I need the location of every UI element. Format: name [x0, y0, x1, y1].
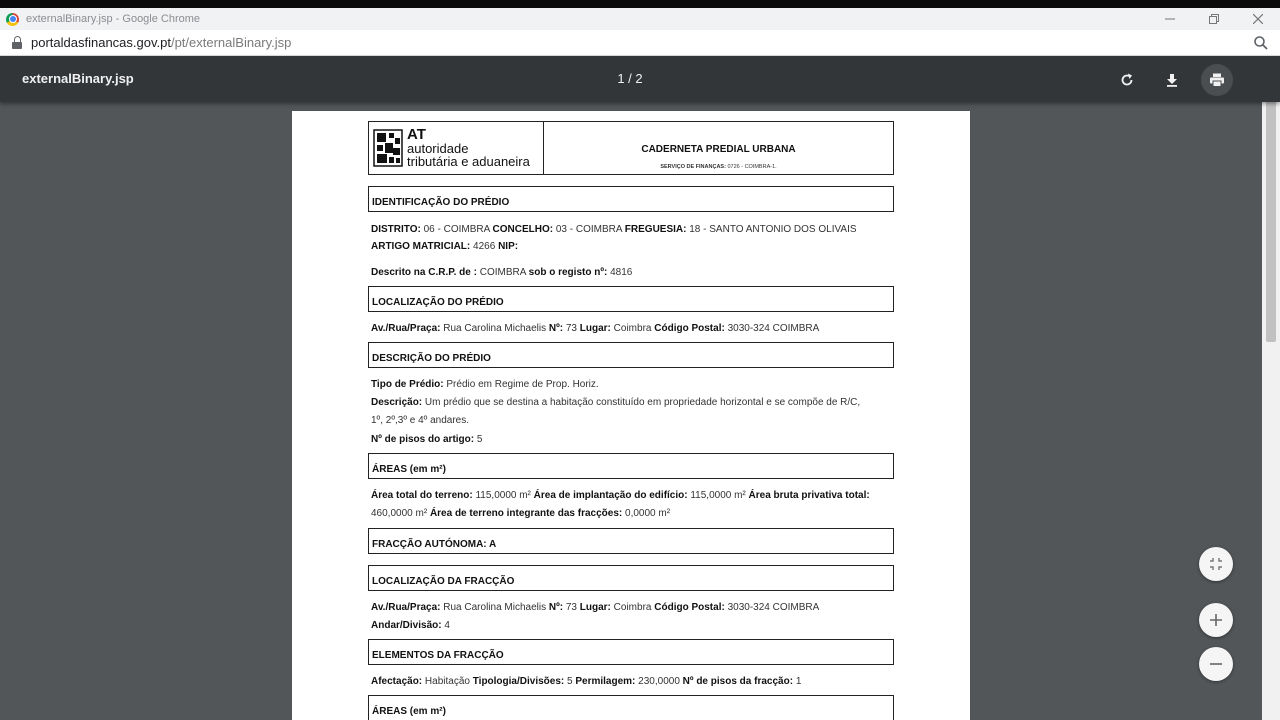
download-icon	[1164, 72, 1180, 88]
tipo-line: Tipo de Prédio: Prédio em Regime de Prop. Horiz.	[371, 379, 599, 390]
artigo-line: ARTIGO MATRICIAL: 4266 NIP:	[371, 241, 519, 252]
section-localizacao-fraccao: LOCALIZAÇÃO DA FRACÇÃO	[368, 565, 894, 591]
section-descricao: DESCRIÇÃO DO PRÉDIO	[368, 342, 894, 368]
section-localizacao: LOCALIZAÇÃO DO PRÉDIO	[368, 286, 894, 312]
window-titlebar	[0, 8, 1280, 30]
service-value: 0726 - COIMBRA-1.	[727, 164, 777, 170]
section-elementos: ELEMENTOS DA FRACÇÃO	[368, 639, 894, 665]
address-bar[interactable]	[0, 30, 1280, 56]
minimize-button[interactable]	[1148, 8, 1192, 30]
descricao-line: Descrição: Um prédio que se destina a habitação constituído em propriedade horizontal e se compõe de R/C,	[371, 397, 861, 408]
pdf-filename: externalBinary.jsp	[22, 71, 134, 86]
pdf-page	[292, 111, 970, 720]
window-title: externalBinary.jsp - Google Chrome	[26, 13, 201, 25]
rotate-button[interactable]	[1111, 64, 1143, 96]
areas-line-2: 460,0000 m² Área de terreno integrante das fracções: 0,0000 m²	[371, 508, 671, 519]
fit-page-icon	[1209, 557, 1223, 571]
close-icon	[1253, 14, 1263, 24]
document-content	[368, 121, 894, 717]
zoom-in-icon	[1209, 613, 1223, 627]
document-title: CADERNETA PREDIAL URBANA	[641, 144, 796, 155]
print-icon	[1209, 72, 1225, 88]
section-areas: ÁREAS (em m²)	[368, 453, 894, 479]
crp-line: Descrito na C.R.P. de : COIMBRA sob o registo nº: 4816	[371, 267, 633, 278]
zoom-icon[interactable]	[1254, 36, 1268, 50]
service-label: SERVIÇO DE FINANÇAS:	[660, 164, 726, 170]
document-header	[368, 121, 894, 175]
url-path: /pt/externalBinary.jsp	[170, 35, 292, 50]
rotate-icon	[1119, 72, 1135, 88]
restore-icon	[1209, 14, 1219, 24]
fit-page-button[interactable]	[1199, 547, 1233, 581]
chrome-logo-icon	[6, 13, 19, 26]
logo-line3: tributária e aduaneira	[407, 154, 530, 169]
scrollbar[interactable]	[1262, 56, 1280, 720]
section-areas-fraccao: ÁREAS (em m²)	[368, 695, 894, 720]
url-host: portaldasfinancas.gov.pt	[31, 35, 171, 50]
download-button[interactable]	[1156, 64, 1188, 96]
window-controls	[1148, 8, 1280, 30]
lock-icon[interactable]	[11, 36, 23, 50]
title-cell	[544, 122, 893, 174]
page-indicator: 1 / 2	[617, 71, 643, 86]
logo-line2: autoridade	[407, 141, 469, 156]
zoom-out-icon	[1209, 657, 1223, 671]
zoom-in-button[interactable]	[1199, 603, 1233, 637]
pdf-viewer[interactable]	[0, 102, 1262, 720]
at-emblem-icon	[373, 128, 403, 168]
pdf-toolbar	[0, 56, 1280, 102]
at-logo	[369, 122, 544, 174]
descricao-line-2: 1º, 2º,3º e 4º andares.	[371, 415, 470, 426]
andar-line: Andar/Divisão: 4	[371, 620, 450, 631]
close-button[interactable]	[1236, 8, 1280, 30]
service-line	[544, 164, 893, 170]
section-fraccao: FRACÇÃO AUTÓNOMA: A	[368, 528, 894, 554]
screen-top-edge	[0, 0, 1280, 8]
pisos-line: Nº de pisos do artigo: 5	[371, 434, 483, 445]
zoom-out-button[interactable]	[1199, 647, 1233, 681]
url-text[interactable]	[31, 35, 291, 50]
scrollbar-thumb[interactable]	[1266, 70, 1276, 342]
restore-button[interactable]	[1192, 8, 1236, 30]
distrito-line: DISTRITO: 06 - COIMBRA CONCELHO: 03 - COIMBRA FREGUESIA: 18 - SANTO ANTONIO DOS OLIVAIS	[371, 224, 857, 235]
elementos-line: Afectação: Habitação Tipologia/Divisões: 5 Permilagem: 230,0000 Nº de pisos da fracção: 1	[371, 676, 802, 687]
minimize-icon	[1165, 14, 1175, 24]
areas-line-1: Área total do terreno: 115,0000 m² Área de implantação do edifício: 115,0000 m² Área bruta privativa total:	[371, 490, 870, 501]
morada-fraccao-line: Av./Rua/Praça: Rua Carolina Michaelis Nº: 73 Lugar: Coimbra Código Postal: 3030-324 COIMBRA	[371, 602, 820, 613]
section-identificacao: IDENTIFICAÇÃO DO PRÉDIO	[368, 186, 894, 212]
morada-line: Av./Rua/Praça: Rua Carolina Michaelis Nº: 73 Lugar: Coimbra Código Postal: 3030-324 COIMBRA	[371, 323, 820, 334]
logo-at: AT	[407, 126, 426, 143]
print-button[interactable]	[1201, 64, 1233, 96]
